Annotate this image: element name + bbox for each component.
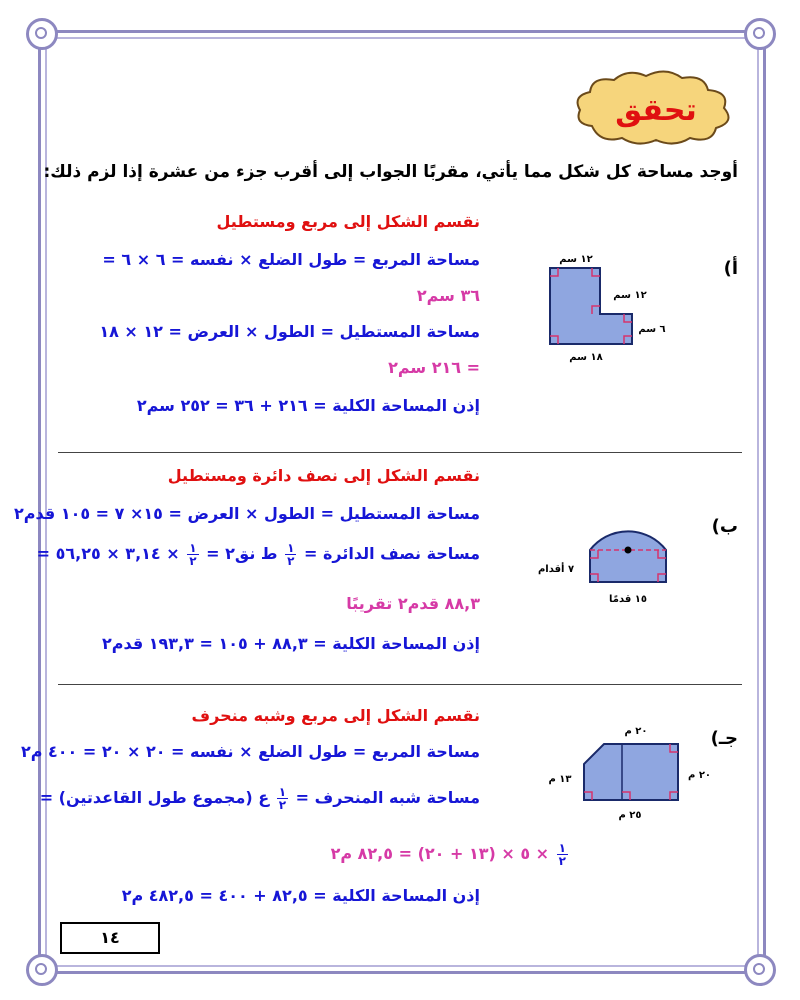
problem-b-line2-end: × ٣,١٤ × ٥٦,٢٥ = — [36, 544, 180, 563]
problem-a-line5: إذن المساحة الكلية = ٢١٦ + ٣٦ = ٢٥٢ سم٢ — [136, 396, 480, 415]
fig-c-right-label: ٢٠ م — [688, 770, 712, 781]
problem-c-line1: مساحة المربع = طول الضلع × نفسه = ٢٠ × ٢٠ = ٤٠٠ م٢ — [20, 742, 480, 761]
problem-a-line1: مساحة المربع = طول الضلع × نفسه = ٦ × ٦ = — [102, 250, 480, 269]
problem-c-line4: إذن المساحة الكلية = ٨٢,٥ + ٤٠٠ = ٤٨٢,٥ م٢ — [121, 886, 480, 905]
problem-c-line2-end: ع (مجموع طول القاعدتين) = — [39, 788, 270, 807]
fig-c-left-label: ١٣ م — [548, 774, 572, 785]
fig-a-bottom-label: ١٨ سم — [569, 352, 603, 363]
problem-a-label: أ) — [723, 258, 738, 279]
page-title: تحقق — [615, 93, 697, 128]
corner-ornament-top-left — [26, 18, 58, 50]
section-divider-2 — [58, 684, 742, 685]
page-number: ١٤ — [60, 922, 160, 954]
problem-c-line3 — [331, 842, 570, 867]
problem-b-line2-mid: ط نق٢ = — [206, 544, 278, 563]
fraction-half: $\frac{١}{٢}$ — [189, 541, 197, 568]
problem-c-line3-end: × ٥ × (١٣ + ٢٠) = ٨٢,٥ م٢ — [330, 844, 550, 863]
problem-c-line2-start: مساحة شبه المنحرف = — [295, 788, 480, 807]
problem-b-label: ب) — [711, 516, 738, 537]
fig-a-top-label: ١٢ سم — [559, 254, 593, 265]
problem-b-heading: نقسم الشكل إلى نصف دائرة ومستطيل — [167, 466, 480, 485]
section-divider-1 — [58, 452, 742, 453]
fig-a-right-upper-label: ١٢ سم — [613, 290, 647, 301]
problem-c-line2 — [40, 786, 480, 811]
corner-ornament-bottom-right — [744, 954, 776, 986]
problem-a-line2: ٣٦ سم٢ — [416, 286, 480, 305]
problem-c-figure — [540, 716, 712, 828]
fig-b-left-label: ٧ أقدام — [537, 564, 575, 575]
fig-c-bottom-label: ٢٥ م — [618, 810, 642, 821]
fraction-half: $\frac{١}{٢}$ — [287, 541, 295, 568]
corner-ornament-top-right — [744, 18, 776, 50]
fig-b-bottom-label: ١٥ قدمًا — [609, 594, 647, 605]
problem-b-line2-start: مساحة نصف الدائرة = — [304, 544, 480, 563]
fraction-half: $\frac{١}{٢}$ — [278, 785, 287, 812]
problem-a-heading: نقسم الشكل إلى مربع ومستطيل — [216, 212, 480, 231]
problem-b-figure — [528, 498, 688, 618]
fraction-half: $\frac{١}{٢}$ — [558, 841, 566, 868]
problem-c-label: جـ) — [710, 728, 738, 749]
fig-c-top-label: ٢٠ م — [624, 726, 648, 737]
problem-a-line4: = ٢١٦ سم٢ — [388, 358, 480, 377]
problem-b-line3: ٨٨,٣ قدم٢ تقريبًا — [346, 594, 480, 613]
problem-b-line2 — [37, 542, 480, 567]
cloud-title-badge — [570, 68, 740, 148]
problem-a-figure — [540, 250, 670, 370]
instruction-text: أوجد مساحة كل شكل مما يأتي، مقربًا الجواب إلى أقرب جزء من عشرة إذا لزم ذلك: — [43, 162, 738, 182]
problem-a-line3: مساحة المستطيل = الطول × العرض = ١٢ × ١٨ — [99, 322, 480, 341]
fig-a-right-lower-label: ٦ سم — [638, 324, 666, 335]
corner-ornament-bottom-left — [26, 954, 58, 986]
problem-b-line4: إذن المساحة الكلية = ٨٨,٣ + ١٠٥ = ١٩٣,٣ قدم٢ — [101, 634, 480, 653]
problem-b-line1: مساحة المستطيل = الطول × العرض = ١٥× ٧ = ١٠٥ قدم٢ — [14, 504, 480, 523]
problem-c-heading: نقسم الشكل إلى مربع وشبه منحرف — [191, 706, 480, 725]
